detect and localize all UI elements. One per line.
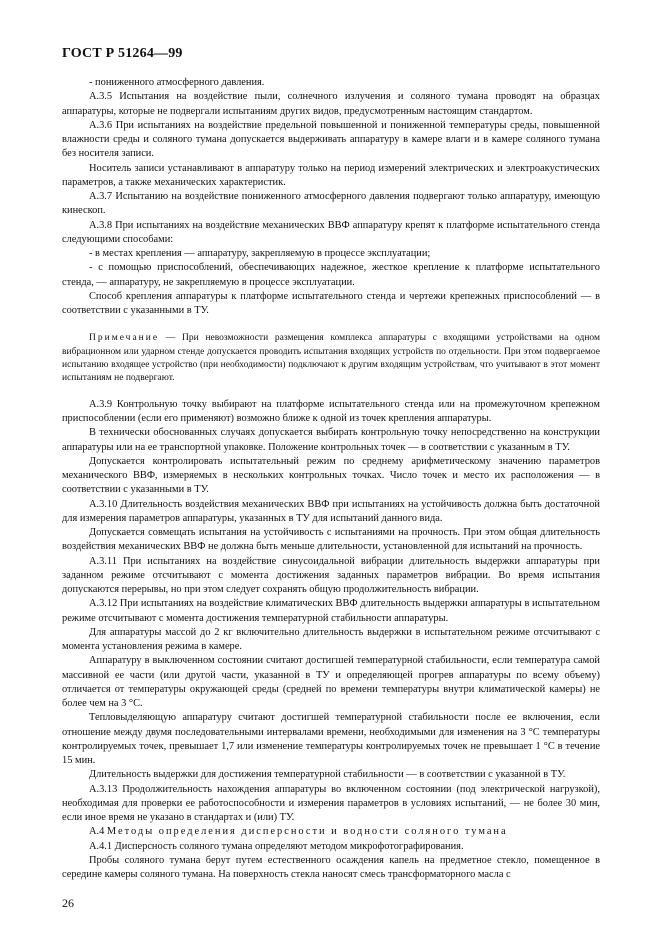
paragraph: - в местах крепления — аппаратуру, закрепляемую в процессе эксплуатации;: [89, 248, 431, 259]
paragraph: Длительность выдержки для достижения температурной стабильности — в соответствии с указанной в ТУ.: [89, 769, 566, 781]
note: [62, 332, 600, 386]
paragraph: А.3.6 При испытаниях на воздействие предельной повышенной и пониженной температуры среды, повышенной влажности среды и соляного тумана допускается выдерживать аппаратуру в камере влаги и в камере соляного тумана без носителя записи.: [62, 119, 600, 160]
note-text: — При невозможности размещения комплекса аппаратуры с входящими устройствами на одном вибрационном или ударном стенде допускается проводить испытания входящих устройств по отдельности. При этом подвергаемое испытанию входящее устройство (при необходимости) подключают к другим входящим устройствам, что учитывают в этот момент испытаниям не подвергают.: [62, 333, 601, 384]
paragraph: Носитель записи устанавливают в аппаратуру только на период измерений электрических и электроакустических параметров, а также механических характеристик.: [62, 162, 600, 188]
paragraph: А.3.13 Продолжительность нахождения аппаратуры во включенном состоянии (под электрической нагрузкой), необходимая для проверки ее работоспособности и измерения параметров в условиях испытаний, — не более 30 мин, если иное время не указано в стандартах и (или) ТУ.: [62, 783, 600, 824]
paragraph: А.3.9 Контрольную точку выбирают на платформе испытательного стенда или на промежуточном крепежном приспособлении (если его применяют) возможно ближе к одной из точек крепления аппаратуры.: [62, 398, 600, 425]
paragraph: А.3.5 Испытания на воздействие пыли, солнечного излучения и соляного тумана проводят на образцах аппаратуры, которые не подвергали испытаниям других видов, предусмотренным настоящим стандартом.: [62, 91, 600, 117]
paragraph: Пробы соляного тумана берут путем естественного осаждения капель на предметное стекло, помещенное в середине камеры соляного тумана. На поверхность стекла наносят смесь трансформаторного масла с: [62, 854, 600, 881]
paragraph: Допускается контролировать испытательный режим по среднему арифметическому значению параметров механического ВВФ, измеряемых в нескольких контрольных точках. Число точек и место их расположения — в соответствии с указанными в ТУ.: [62, 455, 600, 496]
paragraph: - пониженного атмосферного давления.: [89, 77, 265, 88]
paragraph: Аппаратуру в выключенном состоянии считают достигшей температурной стабильности, если температура самой массивной ее части (или другой части, указанной в ТУ и определяющей прогрев аппаратуры по всему объему) отличается от температуры окружающей среды (средней по времени температуры внутри климатической камеры) не более чем на 3 °С.: [62, 655, 600, 710]
section-number: А.4: [89, 826, 105, 838]
paragraph: А.4.1 Дисперсность соляного тумана определяют методом микрофотографирования.: [89, 840, 464, 852]
page-header-title: ГОСТ Р 51264—99: [62, 46, 183, 61]
paragraph: Тепловыделяющую аппаратуру считают достигшей температурной стабильности после ее включения, если отношение между двумя последовательными интервалами времени, необходимыми для изменения на 3 °С температуры контролируемых точек, превышает 1,7 или изменение температуры контролируемых точек не превышает 1 °С в течение 15 мин.: [62, 712, 600, 767]
paragraph: Способ крепления аппаратуры к платформе испытательного стенда и чертежи крепежных приспособлений — в соответствии с указанными в ТУ.: [62, 290, 600, 316]
paragraph: А.3.12 При испытаниях на воздействие климатических ВВФ длительность выдержки аппаратуры в испытательном режиме отсчитывают с момента достижения температурной стабильности аппаратуры.: [62, 598, 600, 624]
note-label: Примечание: [89, 333, 160, 344]
paragraph: А.3.8 При испытаниях на воздействие механических ВВФ аппаратуру крепят к платформе испытательного стенда следующими способами:: [62, 219, 600, 245]
section-title: Методы определения дисперсности и водности соляного тумана: [106, 826, 508, 838]
paragraph: А.3.11 При испытаниях на воздействие синусоидальной вибрации длительность выдержки аппаратуры при заданном режиме отсчитывают с момента достижения заданных параметров вибрации. Во время испытания допускаются перерывы, но при этом следует сохранять общую продолжительность вибрации.: [62, 555, 600, 596]
section-heading-a4: [62, 825, 600, 839]
paragraph: В технически обоснованных случаях допускается выбирать контрольную точку непосредственно на конструкции аппаратуры или на ее транспортной упаковке. Положение контрольных точек — в соответствии с указанным в ТУ.: [62, 427, 600, 453]
paragraph: А.3.10 Длительность воздействия механических ВВФ при испытаниях на устойчивость должна быть достаточной для измерения параметров аппаратуры, указанных в ТУ для испытаний данного вида.: [62, 498, 600, 524]
paragraph: Для аппаратуры массой до 2 кг включительно длительность выдержки в испытательном режиме отсчитывают с момента установления режима в камере.: [62, 626, 600, 653]
page-body: [62, 76, 600, 882]
paragraph: Допускается совмещать испытания на устойчивость с испытаниями на прочность. При этом общая длительность воздействия механических ВВФ не должна быть меньше длительности, установленной для испытаний на прочность.: [62, 527, 600, 553]
paragraph: - с помощью приспособлений, обеспечивающих надежное, жесткое крепление к платформе испытательного стенда, — аппаратуру, не закрепляемую в процессе эксплуатации.: [62, 262, 600, 288]
page-number: 26: [62, 896, 74, 910]
paragraph: А.3.7 Испытанию на воздействие пониженного атмосферного давления подвергают только аппаратуру, имеющую кинескоп.: [62, 191, 600, 217]
